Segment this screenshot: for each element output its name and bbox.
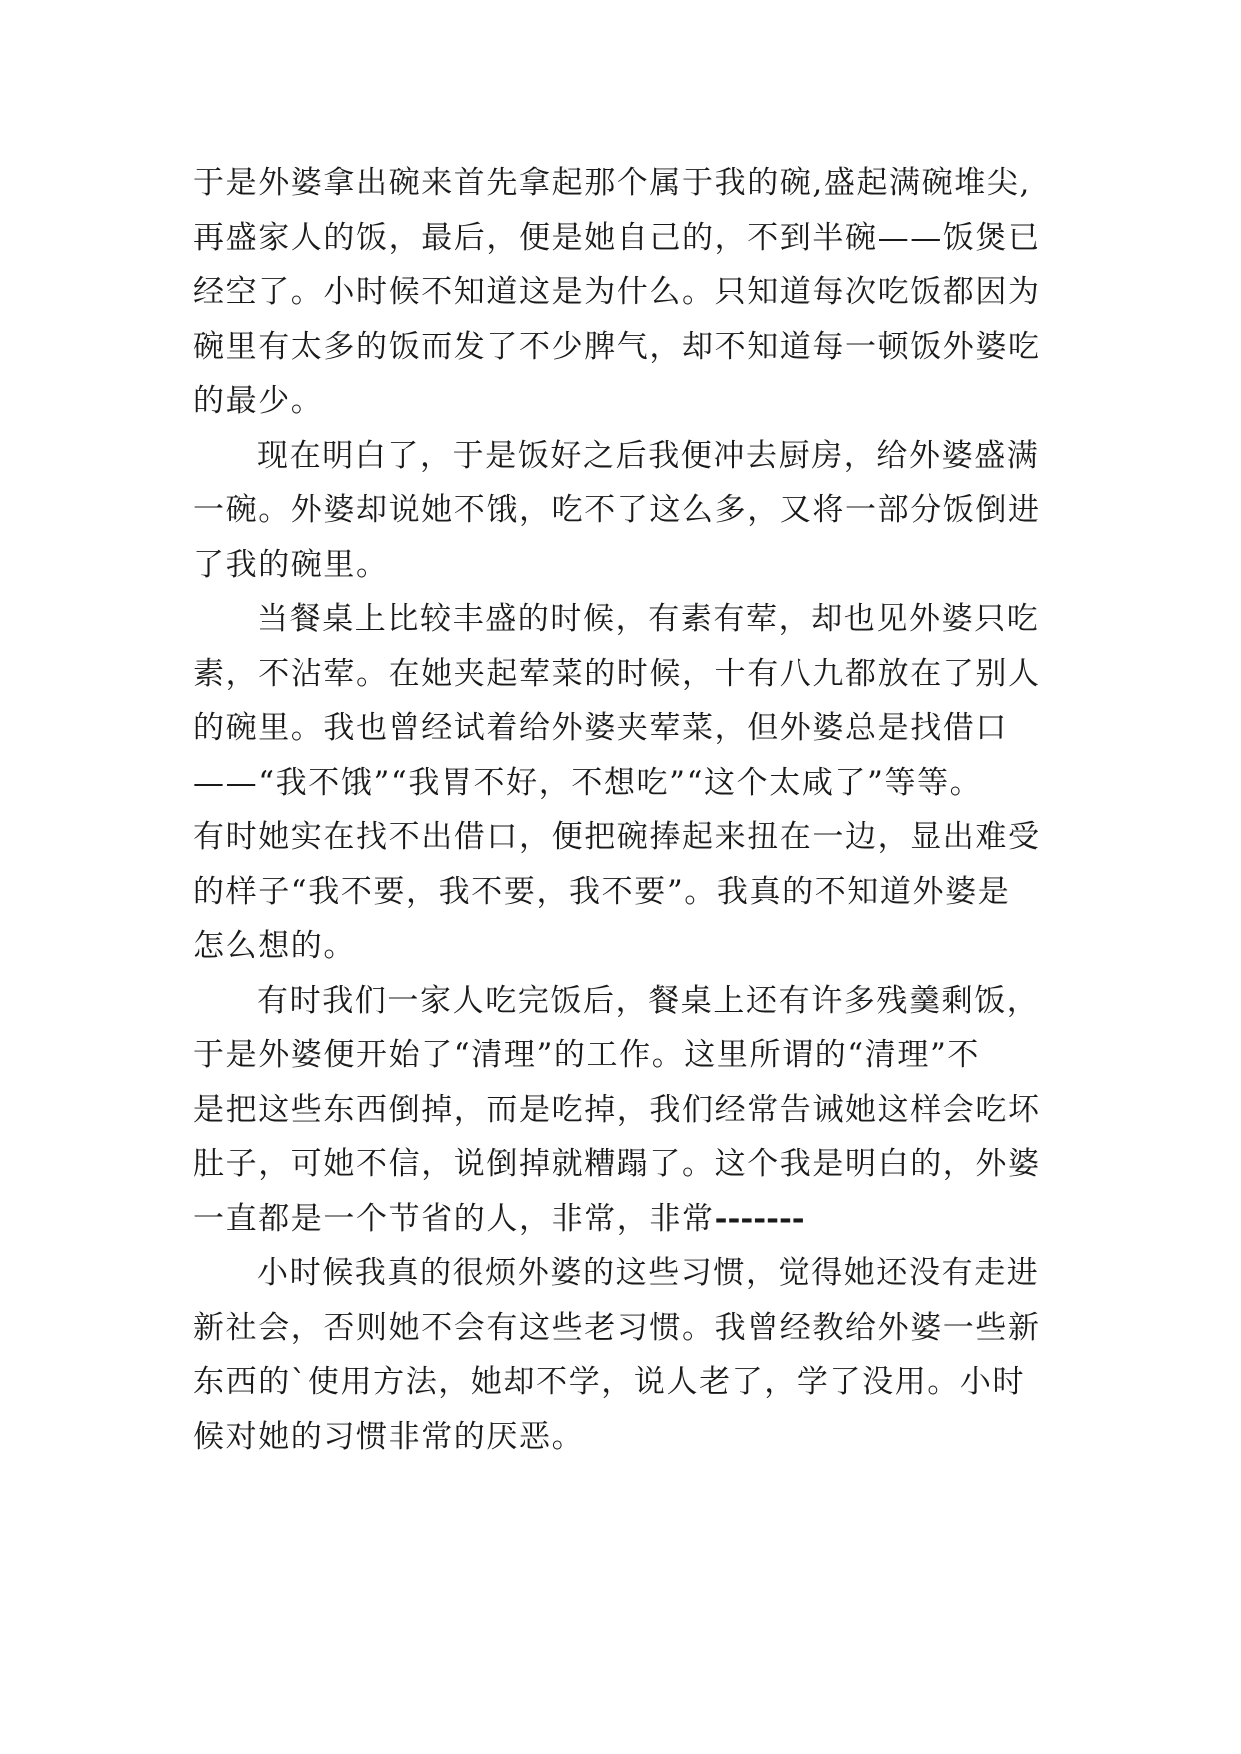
line-text: 的碗里。我也曾经试着给外婆夹荤菜，但外婆总是找借口: [193, 710, 1008, 746]
line-text: 东西的`使用方法，她却不学，说人老了，学了没用。小时: [193, 1364, 1026, 1400]
text-line: [193, 701, 1193, 756]
text-line: [193, 1083, 1193, 1138]
line-text: 了我的碗里。: [193, 546, 389, 583]
text-line: [193, 865, 1193, 920]
text-line: [193, 374, 1193, 429]
line-text: 再盛家人的饭，最后，便是她自己的，不到半碗——饭煲已: [193, 219, 1041, 256]
paragraph: [193, 429, 1193, 593]
trailing-dash-mark: -------: [714, 1200, 805, 1237]
line-text: 有时我们一家人吃完饭后，餐桌上还有许多残羹剩饭，: [257, 982, 1040, 1019]
text-line: [193, 1192, 1193, 1247]
line-text: 小时候我真的很烦外婆的这些习惯，觉得她还没有走进: [257, 1255, 1040, 1291]
text-line: [193, 810, 1193, 865]
text-line: [193, 429, 1193, 484]
line-text: 当餐桌上比较丰盛的时候，有素有荤，却也见外婆只吃: [257, 601, 1040, 637]
line-text: 碗里有太多的饭而发了不少脾气，却不知道每一顿饭外婆吃: [193, 328, 1041, 365]
line-text: 的样子“我不要，我不要，我不要”。我真的不知道外婆是: [193, 873, 1011, 910]
line-text: 是把这些东西倒掉，而是吃掉，我们经常告诫她这样会吃坏: [193, 1091, 1041, 1128]
text-line: [193, 592, 1193, 647]
text-line: [193, 1246, 1193, 1301]
line-text: 一直都是一个节省的人，非常，非常: [193, 1200, 715, 1237]
line-text: 候对她的习惯非常的厌恶。: [193, 1418, 585, 1455]
line-text: 现在明白了，于是饭好之后我便冲去厨房，给外婆盛满: [257, 437, 1040, 474]
text-line: [193, 320, 1193, 375]
text-line: [193, 647, 1193, 702]
line-text: 素，不沾荤。在她夹起荤菜的时候，十有八九都放在了别人: [193, 655, 1041, 692]
text-line: [193, 1028, 1193, 1083]
text-line: [193, 1137, 1193, 1192]
text-line: [193, 1355, 1193, 1410]
text-line: [193, 211, 1193, 266]
line-text: 于是外婆便开始了“清理”的工作。这里所谓的“清理”不: [193, 1037, 980, 1073]
text-line: [193, 156, 1193, 211]
line-text: 有时她实在找不出借口，便把碗捧起来扭在一边，显出难受: [193, 819, 1041, 855]
text-line: [193, 265, 1193, 320]
line-text: 的最少。: [193, 383, 324, 419]
line-text: 经空了。小时候不知道这是为什么。只知道每次吃饭都因为: [193, 274, 1041, 310]
text-line: [193, 919, 1193, 974]
line-text: ——“我不饿”“我胃不好，不想吃”“这个太咸了”等等。: [193, 764, 983, 801]
text-line: [193, 538, 1193, 593]
paragraph: [193, 1246, 1193, 1464]
paragraph: [193, 156, 1193, 429]
text-line: [193, 1301, 1193, 1356]
line-text: 于是外婆拿出碗来首先拿起那个属于我的碗,盛起满碗堆尖,: [193, 165, 1031, 201]
line-text: 肚子，可她不信，说倒掉就糟蹋了。这个我是明白的，外婆: [193, 1146, 1041, 1182]
text-line: [193, 974, 1193, 1029]
paragraph: [193, 974, 1193, 1247]
paragraph: [193, 592, 1193, 974]
line-text: 一碗。外婆却说她不饿，吃不了这么多，又将一部分饭倒进: [193, 492, 1041, 528]
text-line: [193, 756, 1193, 811]
document-body: [193, 156, 1193, 1464]
text-line: [193, 483, 1193, 538]
line-text: 怎么想的。: [193, 928, 356, 964]
line-text: 新社会，否则她不会有这些老习惯。我曾经教给外婆一些新: [193, 1309, 1041, 1346]
text-line: [193, 1410, 1193, 1465]
